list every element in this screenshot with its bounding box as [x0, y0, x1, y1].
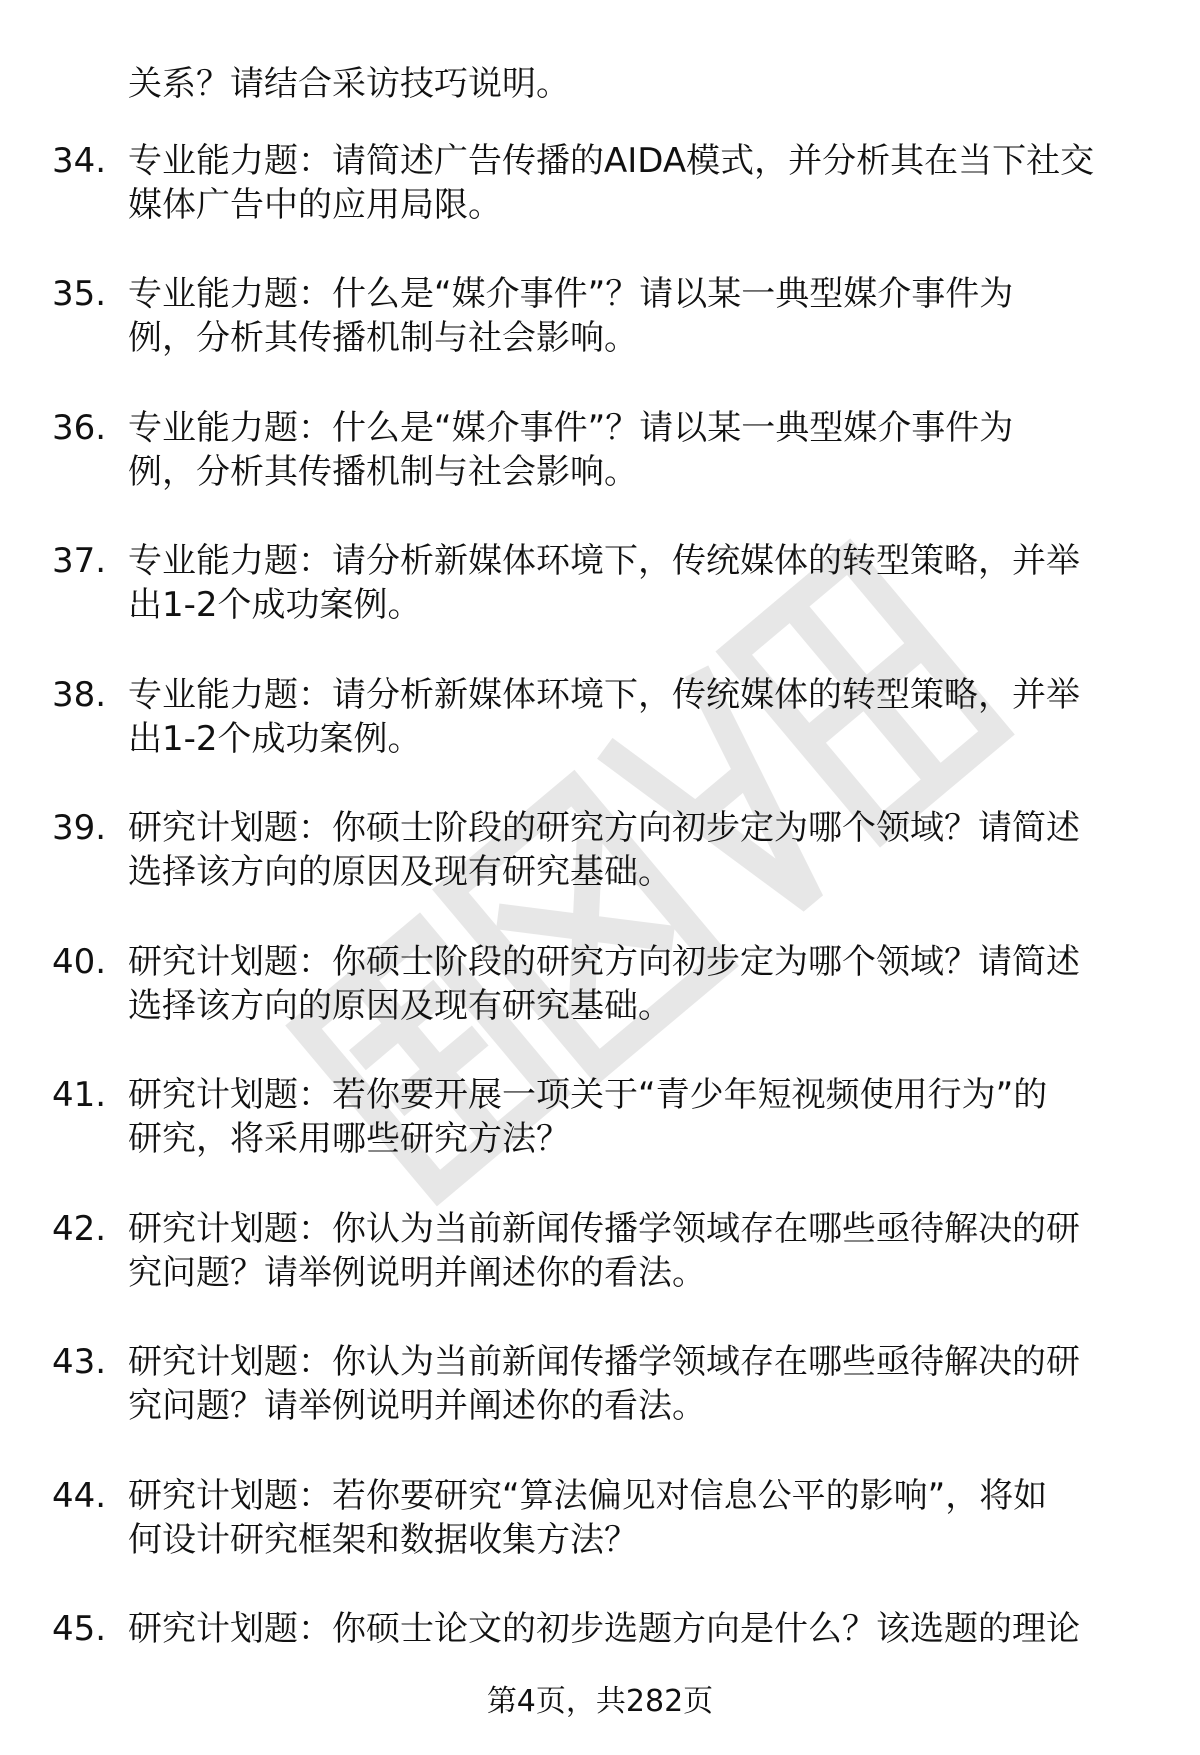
question-line: 研究计划题：你硕士阶段的研究方向初步定为哪个领域？请简述: [128, 942, 1080, 982]
question-number: 44.: [52, 1476, 107, 1516]
question-line: 例，分析其传播机制与社会影响。: [128, 452, 638, 492]
question-number: 38.: [52, 675, 107, 715]
question-line: 出1-2个成功案例。: [128, 719, 422, 759]
question-line: 选择该方向的原因及现有研究基础。: [128, 986, 672, 1026]
question-text: [128, 1340, 1158, 1428]
question-line: 专业能力题：请分析新媒体环境下，传统媒体的转型策略，并举: [128, 675, 1080, 715]
question-number: 42.: [52, 1209, 107, 1249]
question-line: 研究计划题：你认为当前新闻传播学领域存在哪些亟待解决的研: [128, 1342, 1080, 1382]
question-line: 媒体广告中的应用局限。: [128, 185, 502, 225]
question-text: [128, 272, 1158, 360]
question-text: [128, 1073, 1158, 1161]
question-text: [128, 406, 1158, 494]
question-line: 专业能力题：什么是“媒介事件”？请以某一典型媒介事件为: [128, 274, 1014, 314]
question-number: 36.: [52, 408, 107, 448]
question-line: 例，分析其传播机制与社会影响。: [128, 318, 638, 358]
question-number: 43.: [52, 1342, 107, 1382]
question-text: [128, 1207, 1158, 1295]
question-text: [128, 139, 1158, 227]
question-line: 究问题？请举例说明并阐述你的看法。: [128, 1386, 706, 1426]
question-line: 研究，将采用哪些研究方法？: [128, 1119, 570, 1159]
question-number: 37.: [52, 541, 107, 581]
question-number: 45.: [52, 1609, 107, 1649]
question-line: 研究计划题：你硕士阶段的研究方向初步定为哪个领域？请简述: [128, 808, 1080, 848]
question-text: [128, 806, 1158, 894]
question-line: 专业能力题：请分析新媒体环境下，传统媒体的转型策略，并举: [128, 541, 1080, 581]
question-number: 39.: [52, 808, 107, 848]
question-text: [128, 539, 1158, 627]
question-text: [128, 673, 1158, 761]
question-line: 出1-2个成功案例。: [128, 585, 422, 625]
question-line: 专业能力题：请简述广告传播的AIDA模式，并分析其在当下社交: [128, 141, 1095, 181]
question-text: [128, 1474, 1158, 1562]
question-text: [128, 940, 1158, 1028]
question-line: 专业能力题：什么是“媒介事件”？请以某一典型媒介事件为: [128, 408, 1014, 448]
question-number: 40.: [52, 942, 107, 982]
question-number: 41.: [52, 1075, 107, 1115]
question-line: 研究计划题：你认为当前新闻传播学领域存在哪些亟待解决的研: [128, 1209, 1080, 1249]
question-line: 选择该方向的原因及现有研究基础。: [128, 852, 672, 892]
question-number: 35.: [52, 274, 107, 314]
question-line: 研究计划题：你硕士论文的初步选题方向是什么？该选题的理论: [128, 1609, 1080, 1649]
question-line: 研究计划题：若你要开展一项关于“青少年短视频使用行为”的: [128, 1075, 1048, 1115]
question-text: [128, 1607, 1158, 1651]
question-number: 34.: [52, 141, 107, 181]
question-line: 何设计研究框架和数据收集方法？: [128, 1520, 638, 1560]
question-line: 研究计划题：若你要研究“算法偏见对信息公平的影响”，将如: [128, 1476, 1048, 1516]
question-line: 究问题？请举例说明并阐述你的看法。: [128, 1253, 706, 1293]
page-footer: 第4页，共282页: [486, 1684, 714, 1719]
continuation-line: 关系？请结合采访技巧说明。: [128, 64, 570, 104]
